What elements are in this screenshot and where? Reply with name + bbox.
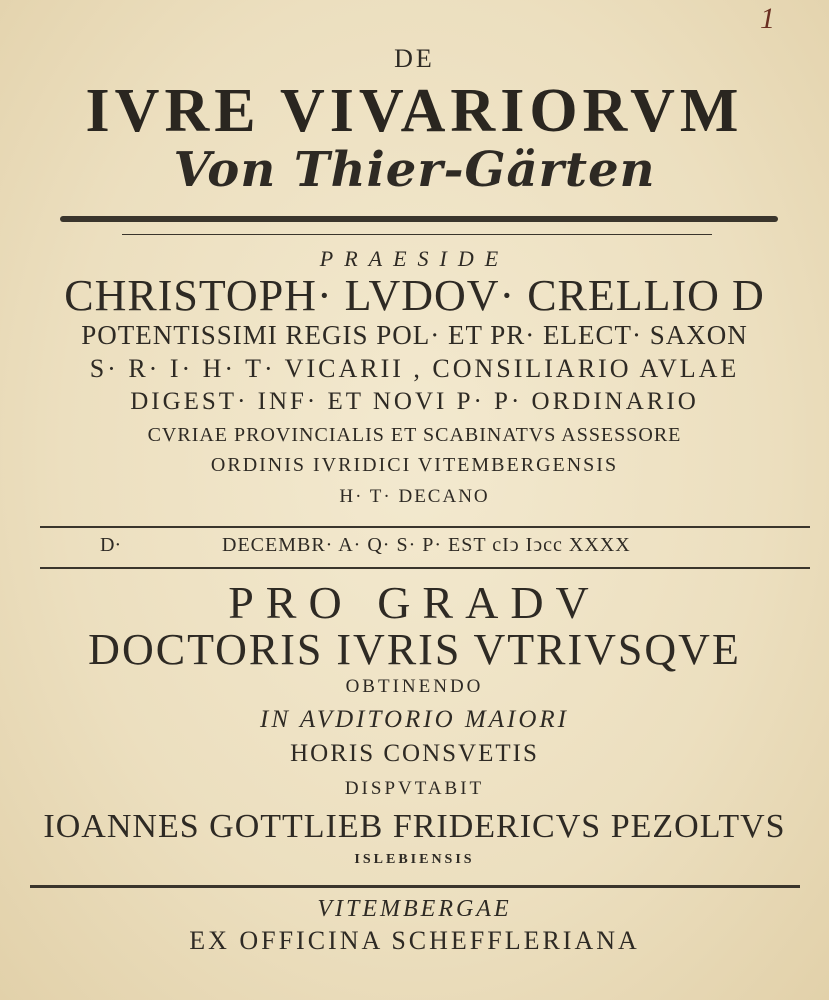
date-text: DECEMBR· A· Q· S· P· EST cIↄ Iↄcc XXXX — [222, 534, 631, 556]
disputabit: DISPVTABIT — [344, 778, 485, 799]
location: IN AVDITORIO MAIORI — [260, 706, 569, 733]
praeses-title-2: S· R· I· H· T· VICARII , CONSILIARIO AVLAE — [89, 354, 740, 383]
date-day: D· — [100, 534, 122, 556]
praeses-title-3: DIGEST· INF· ET NOVI P· P· ORDINARIO — [130, 388, 699, 415]
praeside-label: PRAESIDE — [319, 246, 510, 271]
degree-line-2: DOCTORIS IVRIS VTRIVSQVE — [88, 625, 741, 674]
title-main: IVRE VIVARIORVM — [85, 77, 744, 145]
respondent-name: IOANNES GOTTLIEB FRIDERICVS PEZOLTVS — [43, 808, 786, 845]
title-rule-thick — [60, 216, 778, 222]
imprint-city: VITEMBERGAE — [317, 896, 512, 922]
imprint-printer: EX OFFICINA SCHEFFLERIANA — [189, 926, 640, 955]
imprint-rule — [30, 885, 800, 888]
page-number-mark: 1 — [760, 2, 775, 35]
date-rule-bottom — [40, 567, 810, 569]
title-german: Von Thier-Gärten — [173, 142, 656, 198]
respondent-origin: ISLEBIENSIS — [354, 852, 475, 867]
title-de: DE — [394, 44, 435, 73]
praeses-title-1: POTENTISSIMI REGIS POL· ET PR· ELECT· SAXON — [81, 320, 748, 350]
hours: HORIS CONSVETIS — [290, 740, 539, 767]
praeses-title-4: CVRIAE PROVINCIALIS ET SCABINATVS ASSESSORE — [147, 424, 682, 446]
date-rule-top — [40, 526, 810, 528]
title-rule-thin — [122, 234, 712, 235]
degree-line-1: PRO GRADV — [228, 577, 601, 628]
obtinendo: OBTINENDO — [345, 676, 484, 697]
praeses-name: CHRISTOPH· LVDOV· CRELLIO D — [64, 271, 765, 320]
praeses-title-5: ORDINIS IVRIDICI VITEMBERGENSIS — [210, 454, 619, 476]
praeses-title-6: H· T· DECANO — [339, 486, 490, 507]
